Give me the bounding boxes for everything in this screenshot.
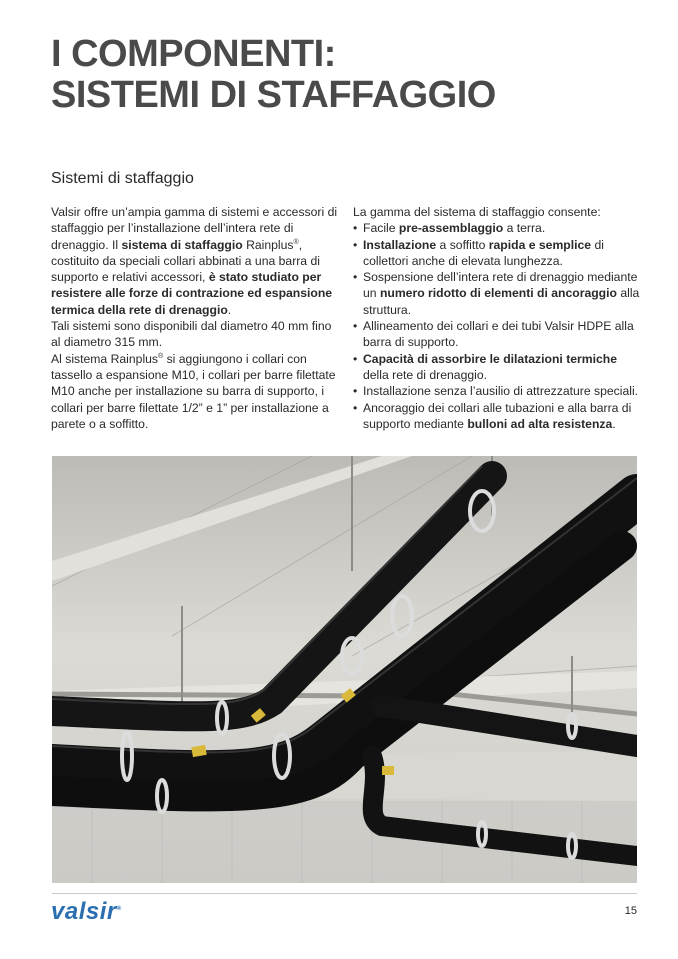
left-paragraph-1 bbox=[51, 204, 341, 318]
text-run: . bbox=[612, 416, 616, 431]
page-title-line-1: I COMPONENTI: bbox=[51, 33, 336, 75]
bold-run: pre-assemblaggio bbox=[398, 221, 504, 236]
page-title bbox=[51, 34, 496, 116]
list-item bbox=[353, 237, 645, 270]
text-run: Installazione senza l’ausilio di attrezzature speciali. bbox=[363, 384, 639, 399]
left-paragraph-2: Tali sistemi sono disponibili dal diametro 40 mm fino al diametro 315 mm. bbox=[51, 319, 332, 350]
text-run: Facile bbox=[363, 221, 399, 236]
logo-registered-mark: ® bbox=[116, 906, 122, 912]
bold-run: Capacità di assorbire le dilatazioni termiche bbox=[363, 351, 617, 366]
text-run: si aggiungono i collari con tassello a espansione M10, i collari per barre filettate M10 anche per installazione su barra di supporto, i collari per barre filettate 1/2” e 1” per installazione a parete o a soffitto. bbox=[51, 351, 336, 431]
list-item bbox=[353, 220, 645, 236]
right-column bbox=[353, 204, 645, 432]
text-run: alla struttura. bbox=[363, 286, 640, 317]
right-intro: La gamma del sistema di staffaggio consente: bbox=[353, 205, 601, 219]
text-run: Rainplus bbox=[242, 237, 294, 252]
text-run: Valsir offre un’ampia gamma di sistemi e accessori di staffaggio per l’installazione dell’intera rete di drenaggio. Il bbox=[51, 205, 338, 252]
text-run: Allineamento dei collari e dei tubi Valsir HDPE alla barra di supporto. bbox=[363, 319, 634, 350]
text-run: a terra. bbox=[503, 221, 546, 236]
bold-run: rapida e semplice bbox=[488, 237, 592, 252]
bold-run: è stato studiato per resistere alle forze di contrazione ed espansione termica della rete di drenaggio bbox=[51, 270, 333, 317]
text-run: della rete di drenaggio. bbox=[363, 367, 487, 382]
list-item bbox=[353, 383, 645, 399]
list-item bbox=[353, 400, 645, 433]
text-run: . bbox=[227, 302, 232, 317]
page-number: 15 bbox=[624, 905, 637, 917]
pipe-installation-illustration bbox=[52, 456, 637, 883]
text-run: Al sistema Rainplus bbox=[51, 351, 159, 366]
logo-text: valsir bbox=[51, 898, 117, 925]
valsir-logo bbox=[51, 898, 122, 926]
pipe-installation-photo bbox=[52, 456, 637, 883]
list-item bbox=[353, 318, 645, 351]
feature-list bbox=[353, 220, 645, 432]
text-run: Sospensione dell’intera rete di drenaggio mediante un bbox=[363, 270, 638, 301]
text-run: di collettori anche di elevata lunghezza. bbox=[363, 237, 604, 268]
footer-divider bbox=[52, 893, 637, 894]
page-title-line-2: SISTEMI DI STAFFAGGIO bbox=[51, 74, 496, 116]
left-paragraph-3 bbox=[51, 351, 341, 432]
registered-mark: ® bbox=[293, 238, 299, 246]
section-heading: Sistemi di staffaggio bbox=[51, 170, 194, 187]
text-run: a soffitto bbox=[436, 237, 489, 252]
bold-run: sistema di staffaggio bbox=[121, 237, 243, 252]
bold-run: bulloni ad alta resistenza bbox=[467, 416, 613, 431]
text-run: , costituito da speciali collari abbinati a una barra di supporto e relativi accessori, bbox=[51, 237, 320, 285]
left-column bbox=[51, 204, 341, 432]
registered-mark: ® bbox=[158, 352, 164, 360]
text-run: Ancoraggio dei collari alle tubazioni e alla barra di supporto mediante bbox=[363, 400, 632, 431]
bold-run: Installazione bbox=[363, 237, 437, 252]
list-item bbox=[353, 351, 645, 384]
list-item bbox=[353, 269, 645, 318]
bold-run: numero ridotto di elementi di ancoraggio bbox=[379, 286, 617, 301]
